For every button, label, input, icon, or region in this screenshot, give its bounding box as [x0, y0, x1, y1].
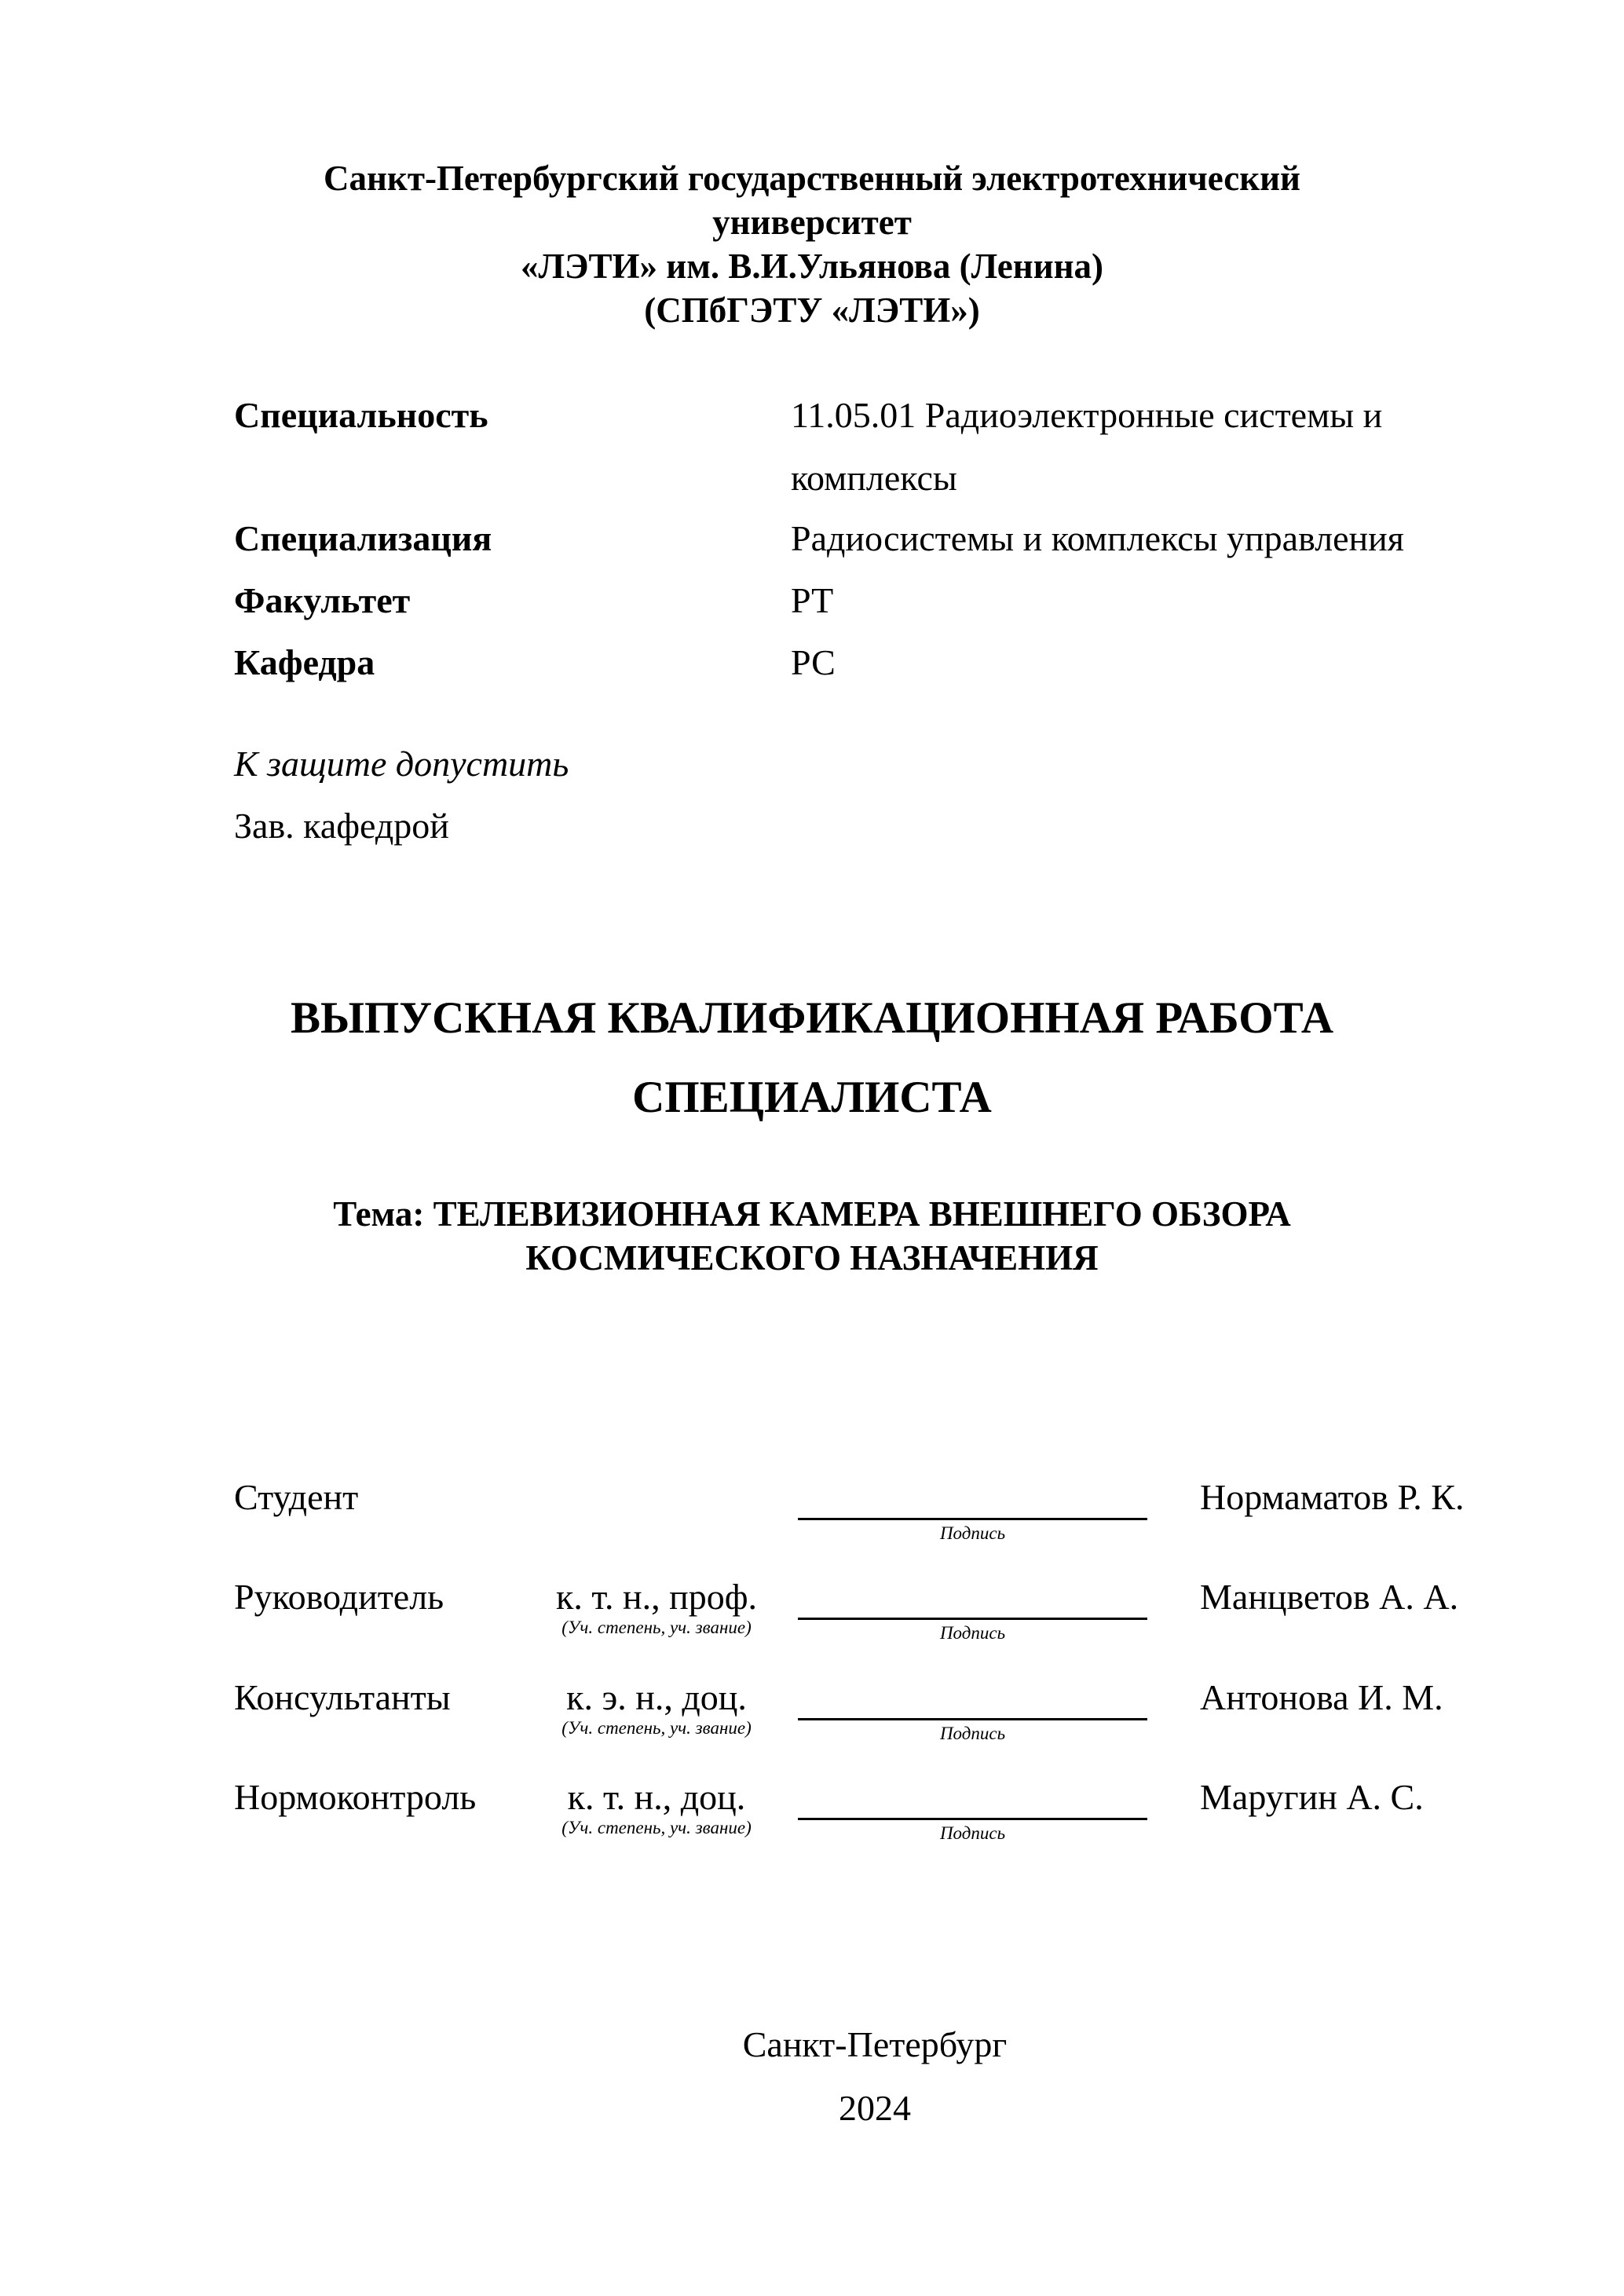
document-title: ВЫПУСКНАЯ КВАЛИФИКАЦИОННАЯ РАБОТА — [290, 993, 1333, 1043]
header-line: (СПбГЭТУ «ЛЭТИ») — [644, 291, 980, 330]
signature-caption: Подпись — [939, 1523, 1006, 1543]
document-title-cont: СПЕЦИАЛИСТА — [632, 1073, 992, 1122]
signature-caption: Подпись — [939, 1823, 1006, 1843]
signature-line — [798, 1818, 1147, 1820]
department-value: РС — [791, 642, 836, 682]
specialty-value: 11.05.01 Радиоэлектронные системы и — [791, 395, 1383, 435]
signature-name: Маругин А. С. — [1200, 1777, 1424, 1817]
signature-line — [798, 1618, 1147, 1620]
signature-role: Нормоконтроль — [234, 1777, 477, 1817]
specialization-label: Специализация — [234, 518, 492, 558]
faculty-value: РТ — [791, 580, 834, 620]
signature-caption: Подпись — [939, 1724, 1006, 1743]
header-line: университет — [712, 203, 912, 242]
signature-caption: Подпись — [939, 1623, 1006, 1643]
degree-caption: (Уч. степень, уч. звание) — [561, 1618, 752, 1637]
specialty-label: Специальность — [234, 395, 488, 435]
academic-degree: к. т. н., доц. — [567, 1777, 746, 1817]
theme-line-cont: КОСМИЧЕСКОГО НАЗНАЧЕНИЯ — [525, 1238, 1099, 1278]
academic-degree: к. э. н., доц. — [566, 1677, 747, 1717]
academic-degree: к. т. н., проф. — [555, 1577, 758, 1617]
signature-name: Антонова И. М. — [1200, 1677, 1443, 1717]
faculty-label: Факультет — [234, 580, 411, 620]
degree-caption: (Уч. степень, уч. звание) — [561, 1818, 752, 1837]
admit-to-defense: К защите допустить — [234, 744, 569, 784]
signature-line — [798, 1518, 1147, 1520]
signature-role: Студент — [234, 1477, 359, 1517]
specialization-value: Радиосистемы и комплексы управления — [791, 518, 1404, 558]
city: Санкт-Петербург — [742, 2024, 1008, 2064]
degree-caption: (Уч. степень, уч. звание) — [561, 1718, 752, 1738]
department-label: Кафедра — [234, 642, 375, 682]
year: 2024 — [839, 2088, 911, 2128]
header-line: Санкт-Петербургский государственный электротехнический — [323, 159, 1300, 198]
signature-line — [798, 1718, 1147, 1720]
specialty-value-cont: комплексы — [791, 458, 957, 498]
theme-line: Тема: ТЕЛЕВИЗИОННАЯ КАМЕРА ВНЕШНЕГО ОБЗОРА — [333, 1194, 1291, 1234]
header-line: «ЛЭТИ» им. В.И.Ульянова (Ленина) — [520, 247, 1104, 286]
signature-role: Консультанты — [234, 1677, 451, 1717]
head-of-department: Зав. кафедрой — [234, 806, 449, 846]
signature-name: Манцветов А. А. — [1200, 1577, 1459, 1617]
signature-role: Руководитель — [234, 1577, 444, 1617]
signature-name: Нормаматов Р. К. — [1200, 1477, 1465, 1517]
